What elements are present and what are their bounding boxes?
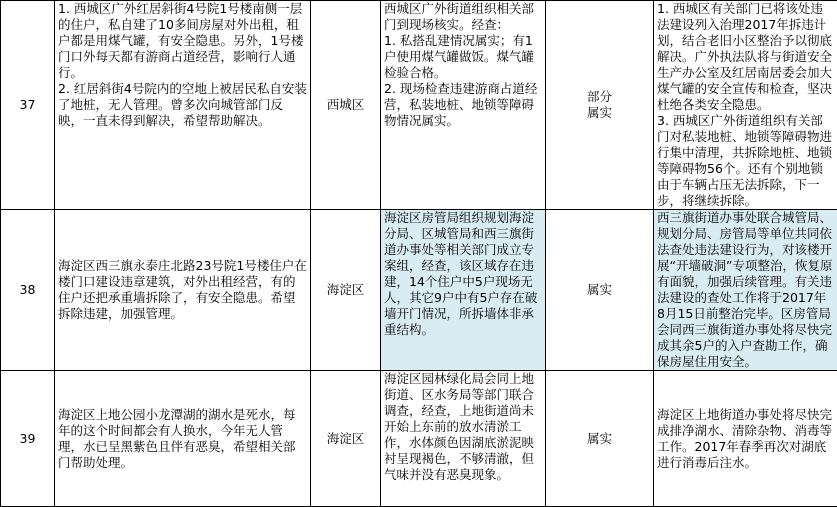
result-cell: 1. 西城区有关部门已将该处违法建设列入治理2017年拆违计划，结合老旧小区整治予以彻底解决。广外执法队将与街道安全生产办公室及红居南居委会加大煤气罐的安全宣传和检查，坚决杜绝各类安全隐患。 3. 西城区广外街道组织有关部门对私装地桩、地锁等障碍物进行集中清理，共拆除地桩、地锁等障碍物56个。还有个别地锁由于车辆占压无法拆除，下一步，将继续拆除。 bbox=[654, 1, 837, 210]
status-cell: 部分 属实 bbox=[546, 1, 654, 210]
verification-cell: 西城区广外街道组织相关部门到现场核实。经查： 1. 私搭乱建情况属实；有1户使用煤气罐做饭。煤气罐检验合格。 2. 现场检查违建游商占道经营，私装地桩、地锁等障碍物情况属实。 bbox=[381, 1, 546, 210]
table-row bbox=[1, 1, 837, 210]
result-cell: 海淀区上地街道办事处将尽快完成排净湖水、清除杂物、消毒等工作。2017年春季再次对湖底进行消毒后注水。 bbox=[654, 371, 837, 507]
problem-cell: 海淀区西三旗永泰庄北路23号院1号楼住户在楼门口建设违章建筑，对外出租经营，有的住户还把承重墙拆除了，有安全隐患。希望拆除违建，加强管理。 bbox=[55, 210, 311, 371]
district-cell: 西城区 bbox=[311, 1, 381, 210]
table-row bbox=[1, 371, 837, 507]
verification-cell: 海淀区园林绿化局会同上地街道、区水务局等部门联合调查，经查，上地街道尚未开始上东前的放水清淤工作，水体颜色因湖底淤泥映衬呈现褐色，不够清澈，但气味并没有恶臭现象。 bbox=[381, 371, 546, 507]
result-cell: 西三旗街道办事处联合城管局、规划分局、房管局等单位共同依法查处违法建设行为，对该楼开展“开墙破洞”专项整治，恢复原有面貌，加强后续管理。有关违法建设的查处工作将于2017年8月15日前整治完毕。区房管局会同西三旗街道办事处将尽快完成其余5户的入户查勘工作，确保房屋住用安全。 bbox=[654, 210, 837, 371]
row-number: 39 bbox=[1, 371, 55, 507]
status-cell: 属实 bbox=[546, 371, 654, 507]
problem-cell: 1. 西城区广外红居斜街4号院1号楼南侧一层的住户，私自建了10多间房屋对外出租，租户都是用煤气罐，有安全隐患。另外，1号楼门口外每天都有游商占道经营，影响行人通行。 2. 红居斜街4号院内的空地上被居民私自安装了地桩，无人管理。曾多次向城管部门反映，一直未得到解决，希望帮助解决。 bbox=[55, 1, 311, 210]
district-cell: 海淀区 bbox=[311, 371, 381, 507]
row-number: 38 bbox=[1, 210, 55, 371]
status-cell: 属实 bbox=[546, 210, 654, 371]
row-number: 37 bbox=[1, 1, 55, 210]
table-row bbox=[1, 210, 837, 371]
problem-cell: 海淀区上地公园小龙潭湖的湖水是死水，每年的这个时间都会有人换水，今年无人管理，水已呈黑紫色且伴有恶臭，希望相关部门帮助处理。 bbox=[55, 371, 311, 507]
district-cell: 海淀区 bbox=[311, 210, 381, 371]
verification-cell: 海淀区房管局组织规划海淀分局、区城管局和西三旗街道办事处等相关部门成立专案组，经查，该区域存在违建，14个住户中5户现场无人，其它9户中有5户存在破墙开门情况，所拆墙体非承重结构。 bbox=[381, 210, 546, 371]
